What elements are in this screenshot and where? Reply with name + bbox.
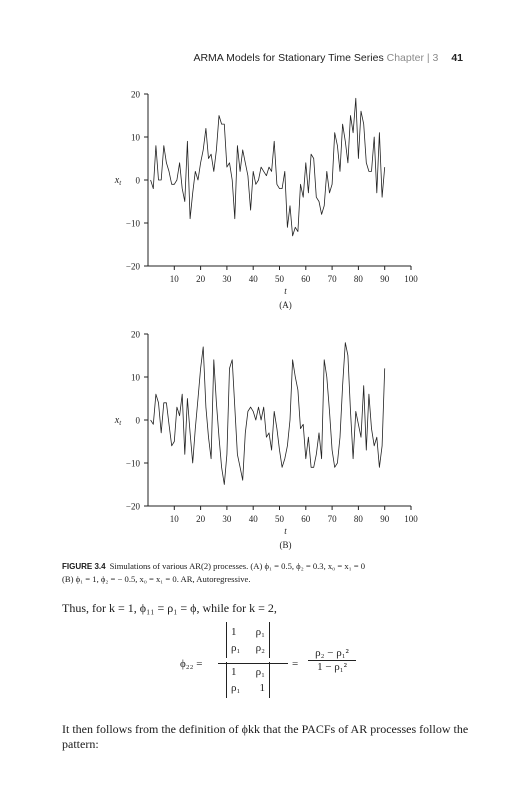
denominator-determinant	[226, 662, 270, 698]
x-tick-label: 90	[380, 274, 390, 284]
x-tick-label: 30	[222, 274, 232, 284]
equals-sign: =	[292, 658, 299, 670]
x-tick-label: 50	[275, 274, 284, 284]
matrix-cell: ρ₁	[231, 642, 241, 654]
series-line	[151, 98, 385, 236]
fraction-bar	[218, 663, 288, 664]
paragraph-2: It then follows from the definition of ϕkk that the PACFs of AR processes follow the pattern:	[62, 722, 469, 751]
equation-lhs: ϕ₂₂ =	[180, 658, 203, 670]
y-tick-label: 20	[131, 89, 140, 100]
matrix-cell: ρ₁	[231, 682, 241, 694]
y-axis-label-subscript: t	[119, 419, 122, 427]
x-tick-label: 40	[248, 514, 258, 524]
y-tick-label: 10	[131, 132, 140, 143]
matrix-cell: ρ₂	[255, 642, 265, 654]
x-tick-label: 90	[380, 514, 390, 524]
page-number: 41	[451, 52, 463, 64]
matrix-cell: 1	[259, 682, 265, 694]
paragraph-1: Thus, for k = 1, ϕ₁₁ = ρ₁ = ϕ, while for k = 2,	[62, 601, 277, 615]
y-tick-label: 20	[131, 329, 140, 340]
x-tick-label: 100	[404, 514, 418, 524]
y-tick-label: −20	[125, 501, 140, 512]
numerator-determinant	[226, 622, 270, 658]
x-tick-label: 20	[196, 274, 206, 284]
caption-line-2: (B) ϕ₁ = 1, ϕ₂ = − 0.5, x₀ = x₁ = 0. AR, Autoregressive.	[62, 574, 251, 584]
y-tick-label: 0	[135, 175, 140, 186]
rhs-denominator: 1 − ρ₁²	[317, 661, 347, 673]
matrix-cell: 1	[231, 666, 237, 678]
x-tick-label: 60	[301, 514, 311, 524]
y-tick-label: −10	[125, 218, 140, 229]
y-tick-label: 10	[131, 372, 140, 383]
x-tick-label: 80	[353, 274, 363, 284]
matrix-cell: 1	[231, 626, 237, 638]
running-head	[0, 52, 463, 64]
matrix-cell: ρ₁	[255, 666, 265, 678]
panel-label: (B)	[279, 540, 292, 550]
x-tick-label: 20	[196, 514, 206, 524]
x-tick-label: 30	[222, 514, 232, 524]
x-tick-label: 10	[169, 274, 179, 284]
matrix-cell: ρ₁	[255, 626, 265, 638]
x-axis-label: t	[284, 286, 287, 296]
y-axis-label: $x_t$	[114, 415, 122, 427]
y-tick-label: 0	[135, 415, 140, 426]
running-head-title: ARMA Models for Stationary Time Series	[193, 52, 384, 64]
chart-panel-b	[0, 320, 531, 590]
chart-panel-a	[0, 80, 531, 350]
figure-label: FIGURE 3.4	[62, 562, 106, 571]
y-axis-label-subscript: t	[119, 179, 122, 187]
x-tick-label: 40	[248, 274, 258, 284]
caption-line-1: Simulations of various AR(2) processes. (A) ϕ₁ = 0.5, ϕ₂ = 0.3, x₀ = x₁ = 0	[109, 561, 366, 571]
x-axis-label: t	[284, 526, 287, 536]
y-tick-label: −20	[125, 261, 140, 272]
x-tick-label: 70	[327, 514, 337, 524]
x-tick-label: 50	[275, 514, 284, 524]
y-tick-label: −10	[125, 458, 140, 469]
x-tick-label: 60	[301, 274, 311, 284]
x-tick-label: 100	[404, 274, 418, 284]
figure-caption	[62, 560, 472, 585]
x-tick-label: 80	[353, 514, 363, 524]
y-axis-label: $x_t$	[114, 175, 122, 187]
running-head-chapter: Chapter | 3	[386, 52, 439, 64]
panel-label: (A)	[279, 300, 292, 310]
x-tick-label: 70	[327, 274, 337, 284]
equation-rhs	[308, 647, 356, 673]
equation-phi22	[180, 622, 380, 710]
x-tick-label: 10	[169, 514, 179, 524]
series-line	[151, 343, 385, 485]
rhs-numerator: ρ₂ − ρ₁²	[308, 647, 356, 661]
